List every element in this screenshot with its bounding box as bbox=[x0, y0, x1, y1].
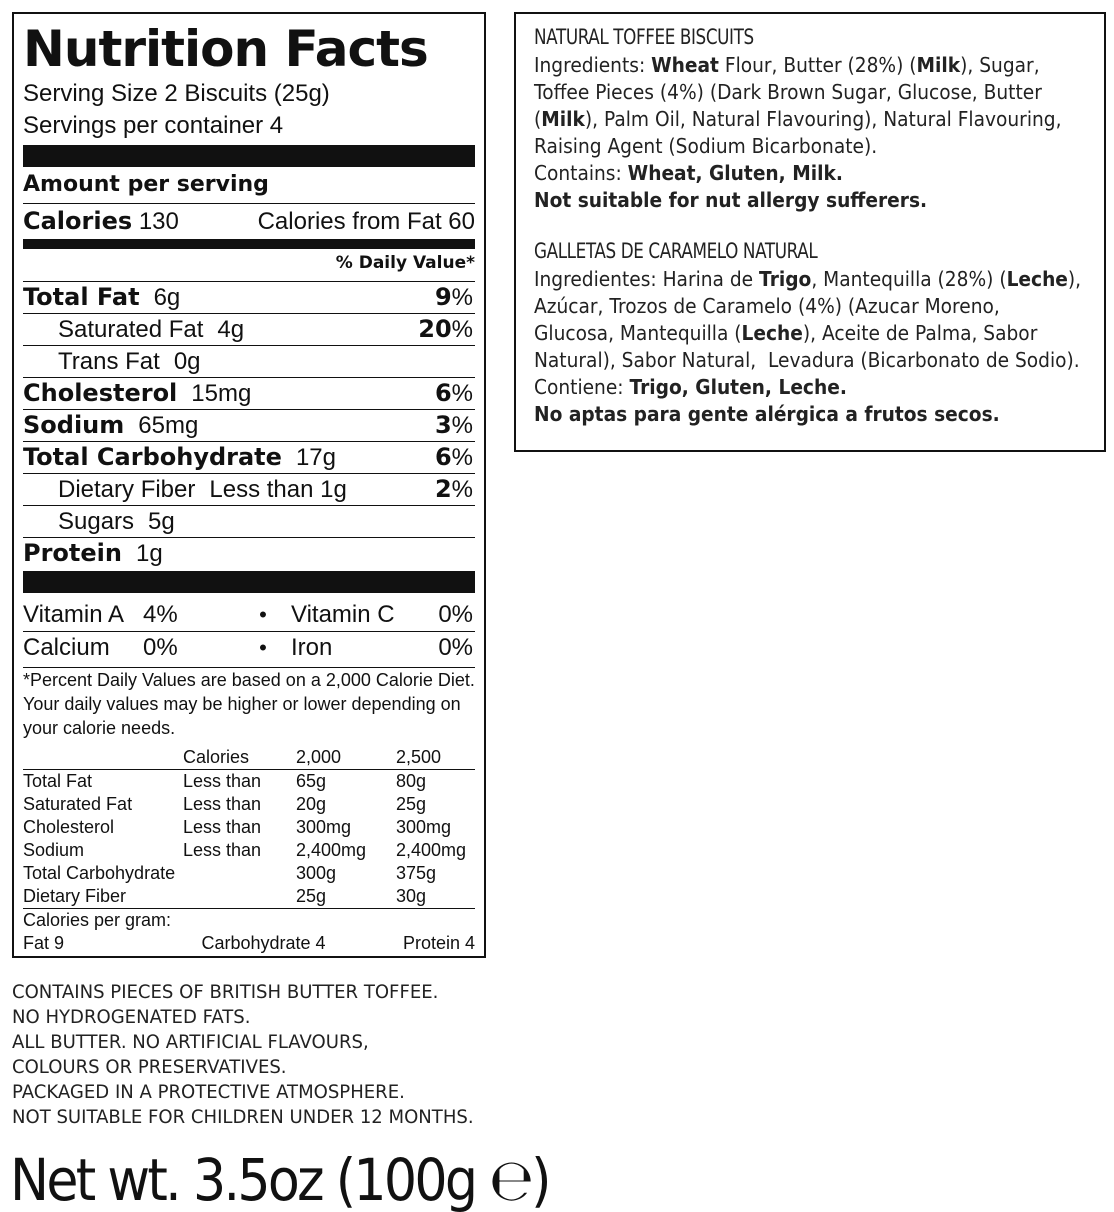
dv-table-cell: 2,000 bbox=[296, 746, 396, 770]
calories-from-fat: Calories from Fat 60 bbox=[257, 207, 475, 235]
medium-divider bbox=[23, 239, 475, 249]
daily-value-number: 2 bbox=[434, 475, 452, 503]
allergen-text: Wheat bbox=[651, 53, 719, 77]
claim-line: NOT SUITABLE FOR CHILDREN UNDER 12 MONTHS. bbox=[12, 1106, 474, 1128]
nutrient-amount: 4g bbox=[217, 315, 245, 343]
bullet: • bbox=[259, 634, 267, 660]
dv-table-cell: Less than bbox=[183, 794, 262, 814]
dv-table-cell: 25g bbox=[296, 885, 396, 909]
allergen-text: Leche bbox=[741, 321, 803, 345]
dv-table-row bbox=[23, 770, 475, 794]
nutrient-label: Total Carbohydrate bbox=[23, 443, 282, 471]
daily-value-number: 20 bbox=[418, 315, 452, 343]
calories-row bbox=[23, 203, 475, 239]
allergen-text: Leche bbox=[1006, 267, 1068, 291]
ingredient-line bbox=[534, 374, 1047, 401]
nutrient-label: Total Fat bbox=[23, 283, 140, 311]
dv-table-cell: Cholesterol bbox=[23, 817, 115, 837]
daily-value-percent-sign: % bbox=[451, 412, 473, 439]
cpg-fat: Fat 9 bbox=[23, 933, 65, 953]
nutrient-amount: 0g bbox=[173, 347, 201, 375]
ingredient-text: Ingredientes: Harina de bbox=[534, 267, 760, 291]
nutrient-amount: 5g bbox=[148, 507, 175, 535]
nutrient-row bbox=[23, 473, 475, 505]
nutrient-rows bbox=[23, 281, 475, 569]
nutrient-row bbox=[23, 505, 475, 537]
dv-table-cell: Less than bbox=[183, 771, 262, 791]
dv-table-row bbox=[23, 816, 475, 839]
dv-table-cell: 80g bbox=[396, 771, 427, 791]
nutrition-facts-title: Nutrition Facts bbox=[23, 20, 428, 78]
vitamin-value: 4% bbox=[143, 601, 178, 628]
thick-divider bbox=[23, 145, 475, 167]
dv-table-row bbox=[23, 746, 475, 770]
daily-value-number: 6 bbox=[434, 443, 452, 471]
daily-value-number: 3 bbox=[434, 411, 452, 439]
vitamin-row bbox=[23, 631, 475, 663]
nutrient-name-amount bbox=[23, 443, 336, 472]
ingredient-line bbox=[534, 79, 1047, 106]
nutrient-name-amount bbox=[58, 348, 201, 376]
ingredient-text: Contiene: bbox=[534, 375, 630, 399]
allergen-text: Wheat, Gluten, Milk. bbox=[627, 161, 843, 185]
daily-value-number: 6 bbox=[434, 379, 452, 407]
dv-table-row bbox=[23, 862, 475, 885]
vitamin-name: Vitamin C bbox=[291, 601, 395, 628]
nutrient-name-amount bbox=[23, 283, 180, 312]
nutrient-label: Sodium bbox=[23, 411, 125, 439]
vitamin-value: 0% bbox=[438, 601, 473, 628]
vitamin-name: Calcium bbox=[23, 633, 110, 661]
allergen-text: No aptas para gente alérgica a frutos secos. bbox=[534, 402, 1000, 426]
daily-value-percent-sign: % bbox=[451, 476, 473, 503]
ingredient-text: ), bbox=[1067, 267, 1082, 291]
dv-table-cell: 2,400mg bbox=[296, 840, 367, 860]
dv-table-cell: 25g bbox=[396, 794, 427, 814]
dv-table-cell: 20g bbox=[296, 794, 327, 814]
product-claims bbox=[12, 980, 498, 1130]
claim-line: PACKAGED IN A PROTECTIVE ATMOSPHERE. bbox=[12, 1081, 405, 1103]
daily-value-number: 9 bbox=[434, 283, 452, 311]
allergen-text: Milk bbox=[541, 107, 585, 131]
thick-divider-2 bbox=[23, 571, 475, 593]
dv-table-cell: Total Carbohydrate bbox=[23, 863, 176, 883]
cpg-carbohydrate: Carbohydrate 4 bbox=[201, 933, 326, 953]
dv-table-cell: Calories bbox=[183, 746, 296, 770]
allergen-text: Not suitable for nut allergy sufferers. bbox=[534, 188, 928, 212]
dv-table-row bbox=[23, 885, 475, 909]
ingredient-line bbox=[534, 320, 1047, 347]
ingredient-text: ), Aceite de Palma, Sabor bbox=[802, 321, 1038, 345]
dv-table-cell: 2,400mg bbox=[396, 840, 467, 860]
ingredients-text-es bbox=[534, 266, 1086, 428]
vitamin-value: 0% bbox=[438, 633, 473, 661]
serving-size: Serving Size 2 Biscuits (25g) bbox=[23, 80, 330, 107]
dv-table-cell bbox=[183, 885, 296, 909]
dv-table-cell: Saturated Fat bbox=[23, 794, 133, 814]
calories-value: 130 bbox=[138, 208, 179, 235]
daily-value-percent-sign: % bbox=[451, 316, 473, 343]
vitamin-rows bbox=[23, 599, 475, 663]
ingredient-line bbox=[534, 52, 1047, 79]
nutrient-row bbox=[23, 313, 475, 345]
dv-table-cell: 375g bbox=[396, 863, 437, 883]
ingredient-text: Raising Agent (Sodium Bicarbonate). bbox=[534, 134, 878, 158]
vitamin-value: 0% bbox=[143, 633, 178, 661]
daily-value-percent-sign: % bbox=[451, 444, 473, 471]
ingredient-text: Natural), Sabor Natural, Levadura (Bicarbonato de Sodio). bbox=[534, 348, 1080, 372]
nutrient-daily-value bbox=[418, 315, 475, 344]
ingredient-text: Ingredients: bbox=[534, 53, 652, 77]
claim-line: COLOURS OR PRESERVATIVES. bbox=[12, 1056, 287, 1078]
calories-label: Calories bbox=[23, 207, 133, 235]
nutrient-label: Protein bbox=[23, 539, 122, 567]
dv-table-cell: 300g bbox=[296, 863, 337, 883]
ingredient-line bbox=[534, 347, 1080, 374]
nutrient-daily-value bbox=[435, 475, 475, 504]
nutrient-label: Cholesterol bbox=[23, 379, 178, 407]
nutrient-name-amount bbox=[23, 539, 163, 568]
daily-value-percent-sign: % bbox=[451, 380, 473, 407]
dv-table-cell: Total Fat bbox=[23, 771, 93, 791]
ingredient-text: Toffee Pieces (4%) (Dark Brown Sugar, Glucose, Butter bbox=[534, 80, 1042, 104]
nutrient-label: Dietary Fiber bbox=[58, 475, 196, 503]
allergen-text: Trigo, Gluten, Leche. bbox=[629, 375, 847, 399]
ingredient-line bbox=[534, 133, 1047, 160]
ingredient-line bbox=[534, 160, 1047, 187]
nutrient-name-amount bbox=[23, 379, 251, 408]
nutrient-row bbox=[23, 377, 475, 409]
allergen-text: Milk bbox=[916, 53, 961, 77]
servings-per-container: Servings per container 4 bbox=[23, 112, 284, 139]
nutrient-amount: 6g bbox=[153, 284, 181, 311]
nutrient-amount: 15mg bbox=[191, 380, 252, 407]
claim-line: ALL BUTTER. NO ARTIFICIAL FLAVOURS, bbox=[12, 1031, 369, 1053]
nutrient-label: Saturated Fat bbox=[58, 315, 204, 343]
net-weight: Net wt. 3.5oz (100g ℮) bbox=[10, 1146, 549, 1212]
nutrient-amount: Less than 1g bbox=[209, 475, 347, 503]
ingredient-text: Contains: bbox=[534, 161, 628, 185]
dv-table-cell: 300mg bbox=[396, 817, 452, 837]
ingredient-line bbox=[534, 266, 1082, 293]
vitamin-name: Vitamin A bbox=[23, 601, 124, 628]
calories-per-gram-row bbox=[23, 932, 475, 955]
nutrient-name-amount bbox=[23, 411, 198, 440]
nutrient-row bbox=[23, 441, 475, 473]
ingredient-text: ( bbox=[534, 107, 542, 131]
nutrient-name-amount bbox=[58, 508, 175, 536]
dv-table-row bbox=[23, 839, 475, 862]
nutrient-name-amount bbox=[58, 476, 347, 504]
cpg-protein: Protein 4 bbox=[402, 933, 475, 953]
nutrient-daily-value bbox=[435, 443, 475, 472]
nutrient-row bbox=[23, 537, 475, 569]
vitamin-row bbox=[23, 599, 475, 631]
ingredient-text: Glucosa, Mantequilla ( bbox=[534, 321, 742, 345]
ingredients-title-en: NATURAL TOFFEE BISCUITS bbox=[534, 25, 754, 49]
nutrient-amount: 65mg bbox=[138, 412, 199, 439]
daily-value-percent-sign: % bbox=[451, 284, 473, 311]
daily-value-header: % Daily Value* bbox=[335, 253, 475, 273]
dv-table-cell: Less than bbox=[183, 817, 262, 837]
nutrient-amount: 1g bbox=[135, 540, 163, 567]
nutrient-daily-value bbox=[435, 283, 475, 312]
ingredients-text-en bbox=[534, 52, 1086, 214]
dv-table-cell bbox=[23, 746, 183, 770]
nutrient-daily-value bbox=[435, 411, 475, 440]
nutrient-row bbox=[23, 281, 475, 313]
dv-table-cell bbox=[183, 862, 296, 885]
ingredient-text: , Mantequilla (28%) ( bbox=[811, 267, 1007, 291]
dv-table-cell: 2,500 bbox=[396, 746, 475, 770]
dv-table-row bbox=[23, 793, 475, 816]
nutrient-name-amount bbox=[58, 316, 244, 344]
bullet: • bbox=[259, 602, 267, 627]
nutrient-row bbox=[23, 409, 475, 441]
nutrient-label: Sugars bbox=[58, 507, 135, 535]
amount-per-serving: Amount per serving bbox=[23, 172, 269, 197]
nutrient-amount: 17g bbox=[295, 444, 336, 471]
ingredient-text: ), Palm Oil, Natural Flavouring), Natural Flavouring, bbox=[584, 107, 1062, 131]
dv-table-cell: 300mg bbox=[296, 817, 352, 837]
dv-table-cell: Less than bbox=[183, 840, 262, 860]
ingredient-text: ), Sugar, bbox=[960, 53, 1040, 77]
allergen-text: Trigo bbox=[759, 267, 812, 291]
nutrient-label: Trans Fat bbox=[58, 347, 160, 375]
ingredient-text: Azúcar, Trozos de Caramelo (4%) (Azucar Moreno, bbox=[534, 294, 1000, 318]
vitamin-name: Iron bbox=[291, 633, 333, 661]
ingredient-line bbox=[534, 187, 1047, 214]
ingredients-box bbox=[514, 12, 1106, 452]
claim-line: NO HYDROGENATED FATS. bbox=[12, 1006, 251, 1028]
calories-group bbox=[23, 207, 179, 236]
dv-table-cell: Dietary Fiber bbox=[23, 885, 183, 909]
nutrient-row bbox=[23, 345, 475, 377]
nutrition-facts-panel bbox=[12, 12, 486, 958]
footnote: *Percent Daily Values are based on a 2,000 Calorie Diet. Your daily values may be higher or lower depending on your calorie needs. bbox=[23, 667, 475, 740]
dv-table-cell: Sodium bbox=[23, 840, 85, 860]
claim-line: CONTAINS PIECES OF BRITISH BUTTER TOFFEE. bbox=[12, 981, 439, 1003]
calories-per-gram-label: Calories per gram: bbox=[23, 910, 172, 930]
dv-table-cell: 65g bbox=[296, 771, 327, 791]
ingredient-line bbox=[534, 401, 1047, 428]
dv-table-cell: 30g bbox=[396, 885, 475, 909]
ingredients-title-es: GALLETAS DE CARAMELO NATURAL bbox=[534, 239, 818, 263]
nutrient-daily-value bbox=[435, 379, 475, 408]
ingredient-text: Flour, Butter (28%) ( bbox=[718, 53, 917, 77]
ingredient-line bbox=[534, 293, 1047, 320]
ingredient-line bbox=[534, 106, 1062, 133]
daily-value-table bbox=[23, 746, 475, 909]
